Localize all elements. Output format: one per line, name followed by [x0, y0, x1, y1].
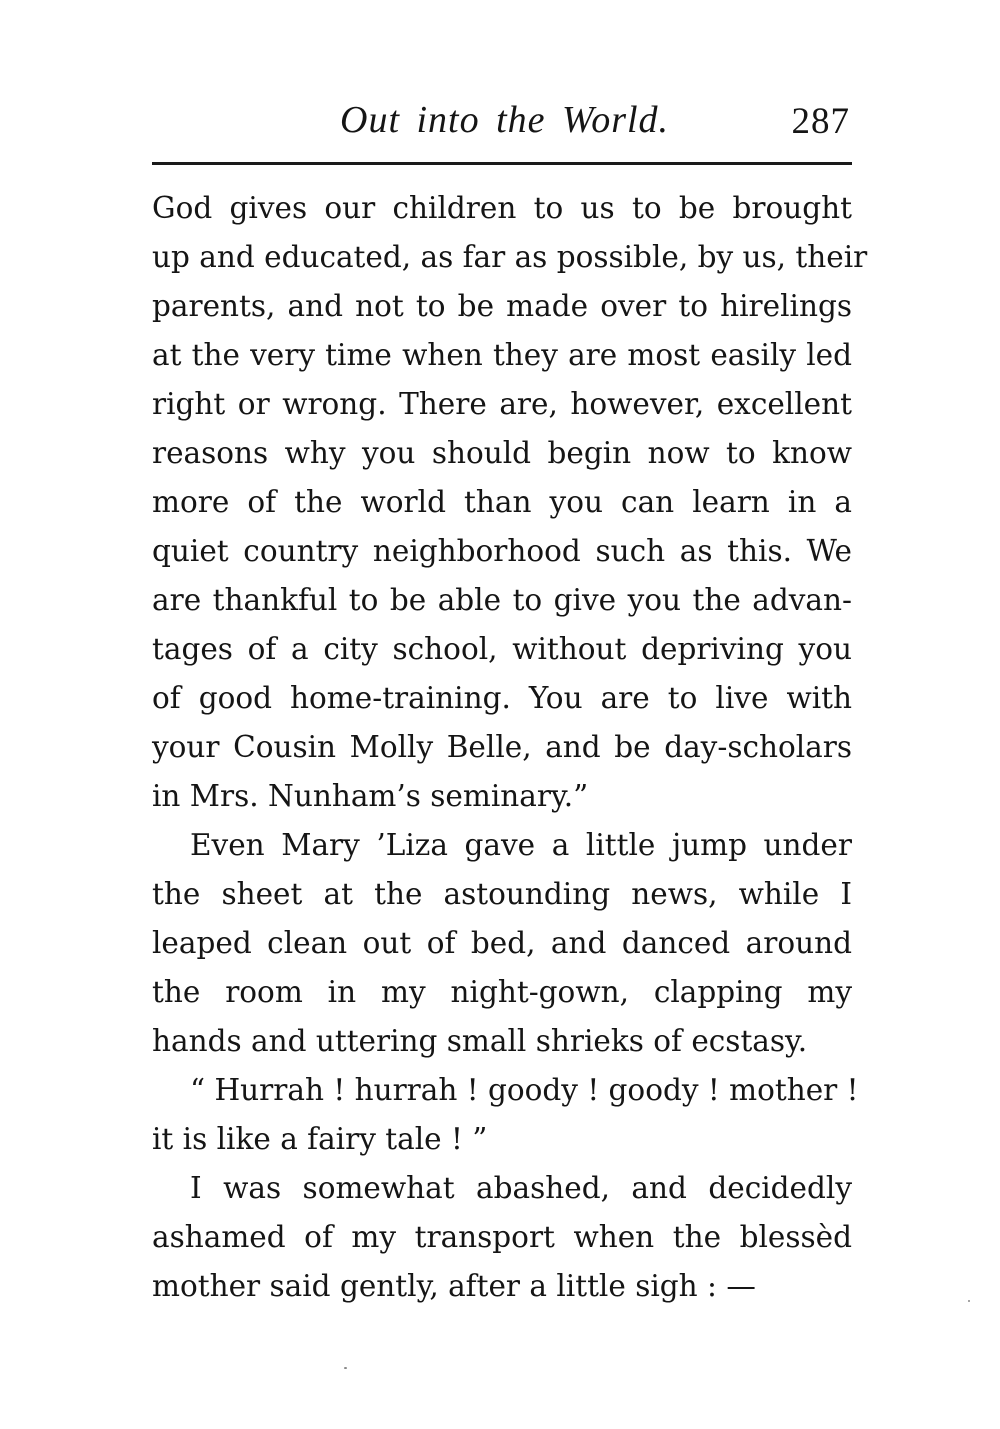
text-line: tages of a city school, without depriving you [152, 632, 852, 666]
running-head [152, 98, 852, 154]
text-line: reasons why you should begin now to know [152, 436, 852, 470]
paragraph-3 [152, 1066, 859, 1164]
text-line: it is like a fairy tale ! ” [152, 1122, 488, 1156]
text-line: ashamed of my transport when the blessèd [152, 1220, 852, 1254]
text-line: the room in my night-gown, clapping my [152, 975, 852, 1009]
text-line: hands and uttering small shrieks of ecstasy. [152, 1024, 808, 1058]
text-line: the sheet at the astounding news, while I [152, 877, 852, 911]
text-line: mother said gently, after a little sigh : — [152, 1269, 756, 1303]
text-line: “ Hurrah ! hurrah ! goody ! goody ! mother ! [190, 1073, 859, 1107]
text-line: up and educated, as far as possible, by us, their [152, 240, 868, 274]
text-line: more of the world than you can learn in a [152, 485, 852, 519]
paragraph-2 [152, 821, 852, 1066]
body-text [152, 184, 868, 1311]
text-line: I was somewhat abashed, and decidedly [190, 1171, 852, 1205]
text-line: Even Mary ’Liza gave a little jump under [190, 828, 852, 862]
text-line: at the very time when they are most easily led [152, 338, 852, 372]
text-line: in Mrs. Nunham’s seminary.” [152, 779, 589, 813]
paragraph-4 [152, 1164, 852, 1311]
text-line: quiet country neighborhood such as this. We [152, 534, 852, 568]
text-line: right or wrong. There are, however, excellent [152, 387, 852, 421]
text-line: leaped clean out of bed, and danced around [152, 926, 852, 960]
paragraph-1 [152, 184, 868, 821]
text-line: your Cousin Molly Belle, and be day-scholars [152, 730, 852, 764]
scan-speck [344, 1367, 347, 1369]
page-number: 287 [791, 101, 850, 142]
text-line: of good home-training. You are to live with [152, 681, 852, 715]
text-line: are thankful to be able to give you the advan- [152, 583, 852, 617]
text-line: parents, and not to be made over to hirelings [152, 289, 852, 323]
chapter-title: Out into the World. [340, 99, 670, 141]
text-line: God gives our children to us to be brought [152, 191, 852, 225]
scan-speck [968, 1300, 970, 1302]
header-rule [152, 162, 852, 165]
